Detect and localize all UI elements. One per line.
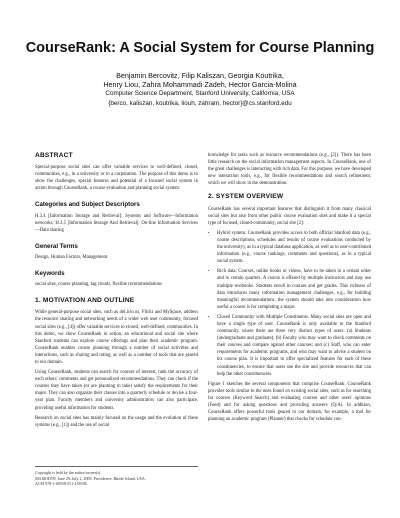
section1-heading: 1. MOTIVATION AND OUTLINE	[35, 297, 135, 305]
copyright-line-3: ACM 978-1-60558-551-2/09/06.	[35, 481, 88, 487]
section2-paragraph-2: Figure 1 sketches the several components that comprise CourseRank. CourseRank provides tools similar to the ones found on existing social sites, such as for searching for courses (Keyword Search) and evaluating courses and other users' opinions (Feed) and for asking questions and providing answers (Q/A). In addition, CourseRank offers powerful tools geared to our domain, for example, a tool for planning an academic program (Planner) that checks for schedule con-	[208, 381, 371, 423]
keywords-text: social sites, course planning, tag clouds, flexible recommendations	[35, 282, 162, 288]
section1-paragraph-1: While general-purpose social sites, such as del.icio.us, Flickr and MySpace, address the resource sharing and networking needs of a wider web user community, focused social sites (e.g., [4]) offer valuable services to closed, well-defined, communities. In this demo, we show CourseRank in action, an educational and social site where Stanford students can explore course offerings and plan their academic program. CourseRank enables course planning through a number of social activities and interactions, such as sharing and rating, as well as a number of tools that are geared to our domain.	[35, 310, 198, 365]
section2-paragraph-1: CourseRank has several important features that distinguish it from many classical social sites but also from other public course evaluation sites and make it a special type of focused, closed-community, social site [2]:	[208, 206, 371, 226]
copyright-line-1: Copyright is held by the author/owner(s).	[35, 470, 102, 475]
author-line-2: Henry Liou, Zahra Mohammadi Zadeh, Hector Garcia-Molina	[103, 80, 297, 90]
keywords-heading: Keywords	[35, 270, 65, 278]
left-column	[35, 152, 198, 432]
categories-text: H.3.4 [Information Storage and Retrieval]: Systems and Software—Information networks; H.3.5 [Information Storage And Retrieval]: On-line Information Services—Data sharing	[35, 213, 198, 233]
right-paragraph-0: knowledge for tasks such as resource recommendations (e.g., [2]). There has been little research on the social information management aspects. In CourseRank, one of the great challenges is interacting with rich data. For this purpose, we have developed new interaction tools, e.g., for flexible recommendations and search refinement, which we will show in the demonstration.	[208, 153, 371, 187]
terms-text: Design, Human Factors, Management	[35, 254, 108, 260]
author-line-1: Benjamin Bercovitz, Filip Kaliszan, Georgia Koutrika,	[116, 71, 284, 80]
author-emails: {berco, kaliszan, koutrika, liouh, zahram, hector}@cs.stanford.edu	[108, 99, 292, 107]
terms-heading: General Terms	[35, 242, 78, 250]
feature-item-rich-data: • Rich data. Courses, unlike books or videos, have to be taken in a certain order and in certain quarters. A course is offered by multiple instructors and may use multiple textbooks. Students enroll in courses and get grades. This richness of data introduces many information management challenges, e.g., for building meaningful recommendations, the system should take into consideration how useful a course is for completing a major.	[217, 268, 371, 311]
section2-heading: 2. SYSTEM OVERVIEW	[208, 193, 284, 201]
author-block	[40, 71, 360, 108]
copyright-notice	[35, 466, 198, 487]
affiliation: Computer Science Department, Stanford University, California, USA	[105, 90, 295, 98]
feature-list	[208, 230, 371, 378]
abstract-heading: ABSTRACT	[35, 152, 73, 159]
section1-paragraph-3: Research on social sites has mainly focused on the usage and the evolution of these systems (e.g., [1]) and the use of social	[35, 415, 198, 428]
categories-heading: Categories and Subject Descriptors	[35, 201, 140, 209]
abstract-text: Special-purpose social sites can offer valuable services to well-defined, closed, communities, e.g., in a university or in a corporation. The purpose of this demo is to show the challenges, special features and potential of a focused social system in action through CourseRank, a course evaluation and planning social system.	[35, 165, 198, 192]
right-column	[208, 152, 371, 426]
paper-title: CourseRank: A Social System for Course Planning	[25, 40, 375, 56]
copyright-line-2: SIGMOD'09, June 29–July 2, 2009, Providence, Rhode Island, USA.	[35, 475, 146, 481]
feature-item-hybrid: • Hybrid system. CourseRank provides access to both official Stanford data (e.g., course descriptions, schedules and results of course evaluations conducted by the university), as in a typical database application, as well as to user-contributed information (e.g., course rankings, comments and questions), as in a typical social system.	[217, 230, 371, 265]
feature-item-closed-community: • Closed Community with Multiple Constituents. Many social sites are open and have a single type of user. CourseRank is only available to the Stanford community, where there are three very distinct types of users: (a) Students (undergraduate and graduate); (b) Faculty who may want to check comments on their courses and compare against other courses; and (c) Staff, who can enter requirements for academic programs, and who may want to advise a student on his course plan. It is important to offer specialized features for each of these constituencies, to ensure that users see the site and provide resources that can help the other constituencies.	[217, 314, 371, 378]
section1-paragraph-2: Using CourseRank, students can search for courses of interest, rank the accuracy of each others' comments and get personalized recommendations. They can check if the courses they have taken (or are planning to take) satisfy the requirements for their major. They can also organize their classes into a quarterly schedule or devise a four-year plan. Faculty members and university administrators can also participate, providing useful information for students.	[35, 370, 198, 411]
